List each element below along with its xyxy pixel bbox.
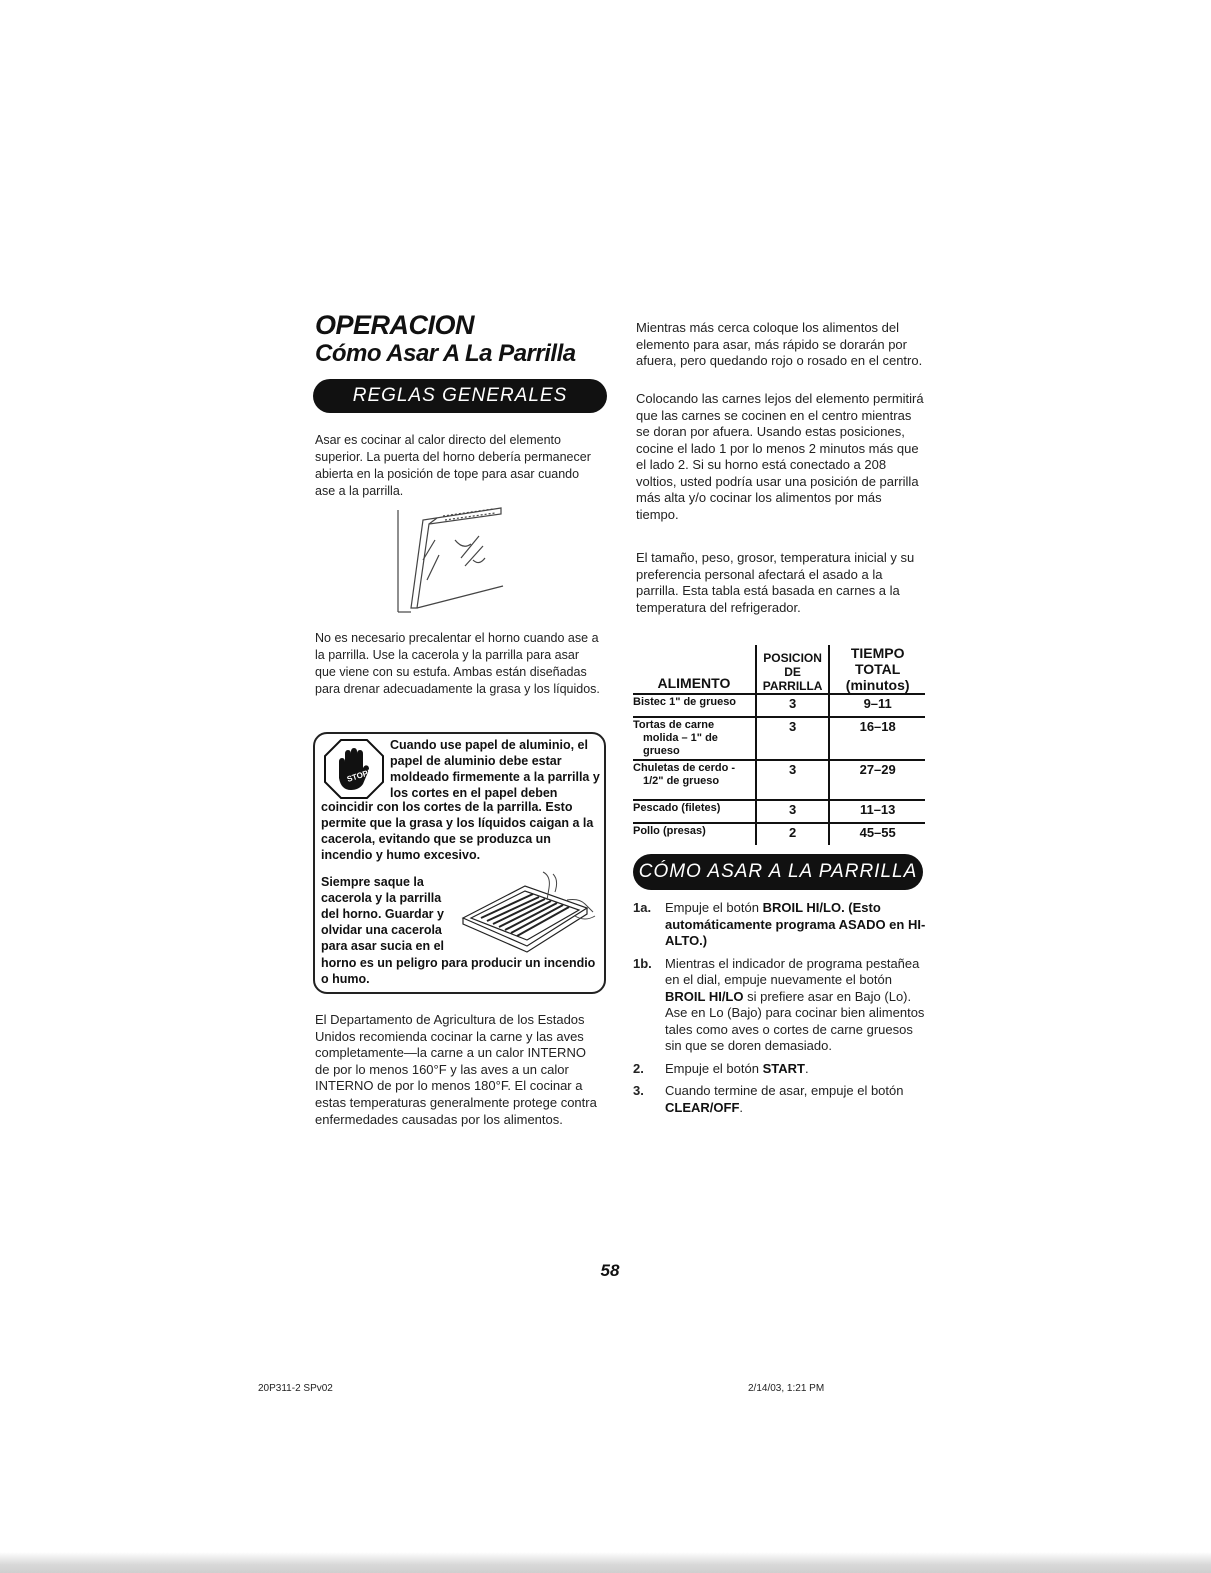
step-text: [665, 956, 928, 1055]
broil-table: [633, 645, 925, 845]
time-cell: 27–29: [829, 760, 925, 800]
step-number: 2.: [633, 1060, 644, 1076]
step-1a: [633, 900, 928, 950]
table-row: [633, 694, 925, 717]
step-text: [665, 900, 928, 950]
header-posicion: [756, 645, 829, 694]
header-tiempo-line-3: (minutos): [845, 677, 910, 693]
header-posicion-line-2: DE: [784, 665, 801, 679]
step-number: 1a.: [633, 900, 652, 915]
step-3: [633, 1083, 928, 1116]
page-subtitle: Cómo Asar A La Parrilla: [315, 340, 576, 367]
right-paragraph-3: El tamaño, peso, grosor, temperatura inicial y su preferencia personal afectará el asado a la parrilla. Esta tabla está basada en carnes a la temperatura del refrigerador.: [636, 550, 915, 615]
reglas-paragraph-2: No es necesario precalentar el horno cuando ase a la parrilla. Use la cacerola y la parrilla para asar que viene con su estufa. Ambas están diseñadas para drenar adecuadamente la grasa y los líquidos.: [315, 631, 600, 696]
header-tiempo-line-2: TOTAL: [854, 661, 901, 677]
step-text-post: si prefiere asar en Bajo (Lo). Ase en Lo (Bajo) para cocinar bien alimentos tales como aves o cortes de carne gruesos sin que se doren demasiado.: [665, 988, 925, 1053]
como-asar-label: CÓMO ASAR A LA PARRILLA: [638, 861, 918, 882]
food-cell: [633, 800, 756, 823]
table-row: [633, 760, 925, 800]
section-title: OPERACION: [315, 310, 475, 340]
reglas-paragraph-1: Asar es cocinar al calor directo del elemento superior. La puerta del horno debería permanecer abierta en la posición de tope para asar cuando ase a la parrilla.: [315, 433, 591, 498]
table-header-row: [633, 645, 925, 694]
stop-hand-icon: [323, 738, 385, 800]
food-cell: [633, 694, 756, 717]
header-alimento: ALIMENTO: [657, 675, 731, 691]
position-cell: 3: [756, 800, 829, 823]
scan-edge-shadow: [0, 1552, 1211, 1573]
oven-door-illustration: [383, 500, 523, 618]
food-line-1: Bistec 1" de grueso: [633, 696, 737, 708]
step-text-post: . (Esto automáticamente programa ASADO en HI-ALTO.): [665, 900, 926, 948]
steps-list: [633, 900, 928, 1122]
step-text: [665, 1061, 928, 1078]
food-cell: [633, 760, 756, 800]
food-line-1: Tortas de carne: [633, 719, 715, 731]
reglas-generales-banner: [313, 379, 607, 413]
broil-hilo-button-label: BROIL HI/LO: [665, 988, 744, 1004]
clear-off-button-label: CLEAR/OFF: [665, 1099, 740, 1115]
position-cell: 3: [756, 694, 829, 717]
warning-text-3: Siempre saque la cacerola y la parrilla del horno. Guardar y olvidar una cacerola para asar sucia en el: [321, 875, 444, 953]
step-text-post: .: [739, 1099, 744, 1115]
step-text: [665, 1083, 928, 1116]
header-tiempo-line-1: TIEMPO: [850, 645, 905, 661]
footer-doc-id: 20P311-2 SPv02: [258, 1383, 333, 1394]
table-row: [633, 717, 925, 760]
table-row: [633, 823, 925, 845]
warning-text-2: coincidir con los cortes de la parrilla. Esto permite que la grasa y los líquidos caigan a la cacerola, evitando que se produzca un incendio y humo excesivo.: [321, 800, 594, 862]
position-cell: 2: [756, 823, 829, 845]
right-paragraph-2: Colocando las carnes lejos del elemento permitirá que las carnes se cocinen en el centro mientras se doran por afuera. Usando estas posiciones, cocine el lado 1 por lo menos 2 minutos más que el lado 2. Si su horno está conectado a 208 voltios, usted podría usar una posición de parrilla más alta y/o cocinar los alimentos por más tiempo.: [636, 391, 924, 522]
position-cell: 3: [756, 760, 829, 800]
broil-hilo-button-label: BROIL HI/LO: [762, 900, 842, 915]
header-tiempo: [829, 645, 925, 694]
food-cell: [633, 717, 756, 760]
start-button-label: START: [762, 1060, 805, 1076]
food-line-1: Pollo (presas): [633, 825, 706, 837]
food-line-1: Pescado (filetes): [633, 802, 721, 814]
time-cell: 16–18: [829, 717, 925, 760]
header-posicion-line-3: PARRILLA: [762, 679, 823, 693]
usda-paragraph: El Departamento de Agricultura de los Estados Unidos recomienda cocinar la carne y las aves completamente—la carne a un calor INTERNO de por lo menos 160°F y las aves a un calor INTERNO de por lo menos 180°F. El cocinar a estas temperaturas generalmente protege contra enfermedades causadas por los alimentos.: [315, 1012, 597, 1127]
food-line-1: Chuletas de cerdo -: [633, 762, 736, 774]
step-text-pre: Mientras el indicador de programa pestañea en el dial, empuje nuevamente el botón: [665, 955, 920, 987]
step-2: [633, 1061, 928, 1078]
right-paragraph-1: Mientras más cerca coloque los alimentos del elemento para asar, más rápido se dorarán por afuera, pero quedando rojo o rosado en el centro.: [636, 320, 923, 368]
broil-pan-illustration: [455, 870, 600, 954]
header-posicion-line-1: POSICION: [763, 651, 822, 665]
time-cell: 9–11: [829, 694, 925, 717]
footer-timestamp: 2/14/03, 1:21 PM: [748, 1383, 825, 1394]
warning-text-1: Cuando use papel de aluminio, el papel de aluminio debe estar moldeado firmemente a la parrilla y los cortes en el papel deben: [390, 738, 600, 800]
time-cell: 11–13: [829, 800, 925, 823]
como-asar-banner: [633, 854, 923, 890]
step-number: 3.: [633, 1083, 644, 1098]
step-1b: [633, 956, 928, 1055]
step-number: 1b.: [633, 955, 652, 971]
food-cell: [633, 823, 756, 845]
food-line-2: molida – 1" de grueso: [643, 732, 718, 757]
time-cell: 45–55: [829, 823, 925, 845]
table-row: [633, 800, 925, 823]
step-text-pre: Empuje el botón: [665, 1060, 763, 1076]
reglas-generales-label: REGLAS GENERALES: [352, 385, 568, 406]
food-line-2: 1/2" de grueso: [643, 775, 720, 787]
warning-text-4: horno es un peligro para producir un incendio o humo.: [321, 956, 596, 986]
step-text-pre: Empuje el botón: [665, 900, 763, 915]
step-text-post: .: [804, 1060, 809, 1076]
step-text-pre: Cuando termine de asar, empuje el botón: [665, 1083, 904, 1098]
stop-label: STOP!: [345, 767, 372, 784]
position-cell: 3: [756, 717, 829, 760]
page-number: 58: [600, 1261, 620, 1280]
